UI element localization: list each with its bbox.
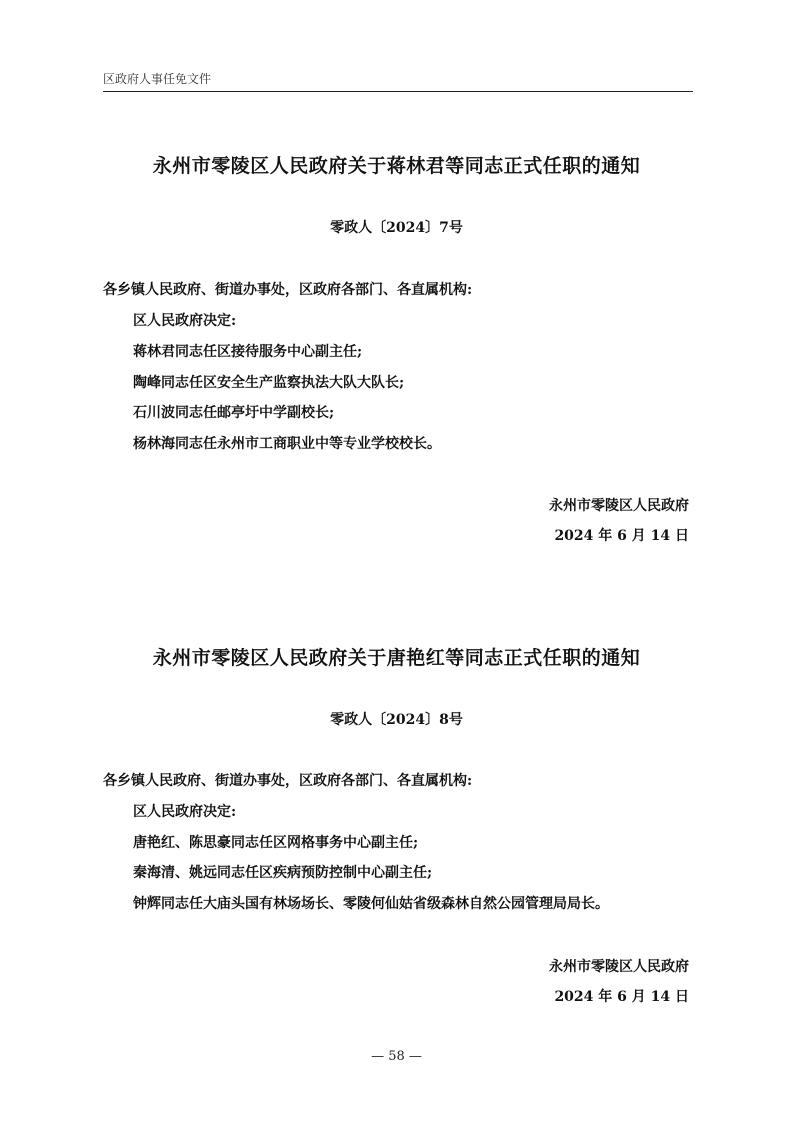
addressee: 各乡镇人民政府、街道办事处，区政府各部门、各直属机构:	[103, 773, 473, 789]
running-header: 区政府人事任免文件	[103, 70, 693, 92]
decision-intro: 区人民政府决定:	[133, 804, 237, 820]
decision-intro: 区人民政府决定:	[133, 313, 237, 329]
signatory: 永州市零陵区人民政府	[549, 498, 689, 514]
signatory: 永州市零陵区人民政府	[549, 959, 689, 975]
appointment-item: 钟辉同志任大庙头国有林场场长、零陵何仙姑省级森林自然公园管理局局长。	[133, 896, 609, 912]
appointment-item: 陶峰同志任区安全生产监察执法大队大队长;	[133, 375, 405, 391]
appointment-item: 石川波同志任邮亭圩中学副校长;	[133, 405, 335, 421]
issue-date: 2024 年 6 月 14 日	[554, 528, 689, 544]
appointment-item: 蒋林君同志任区接待服务中心副主任;	[133, 344, 363, 360]
document-number: 零政人〔2024〕8号	[330, 712, 463, 728]
notice-title: 永州市零陵区人民政府关于唐艳红等同志正式任职的通知	[152, 647, 641, 669]
page-number: — 58 —	[371, 1049, 422, 1064]
issue-date: 2024 年 6 月 14 日	[554, 989, 689, 1005]
addressee: 各乡镇人民政府、街道办事处，区政府各部门、各直属机构:	[103, 282, 473, 298]
appointment-item: 唐艳红、陈思豪同志任区网格事务中心副主任;	[133, 835, 419, 851]
appointment-item: 秦海清、姚远同志任区疾病预防控制中心副主任;	[133, 865, 433, 881]
document-number: 零政人〔2024〕7号	[330, 220, 463, 236]
appointment-item: 杨林海同志任永州市工商职业中等专业学校校长。	[133, 436, 441, 452]
notice-title: 永州市零陵区人民政府关于蒋林君等同志正式任职的通知	[152, 155, 641, 177]
